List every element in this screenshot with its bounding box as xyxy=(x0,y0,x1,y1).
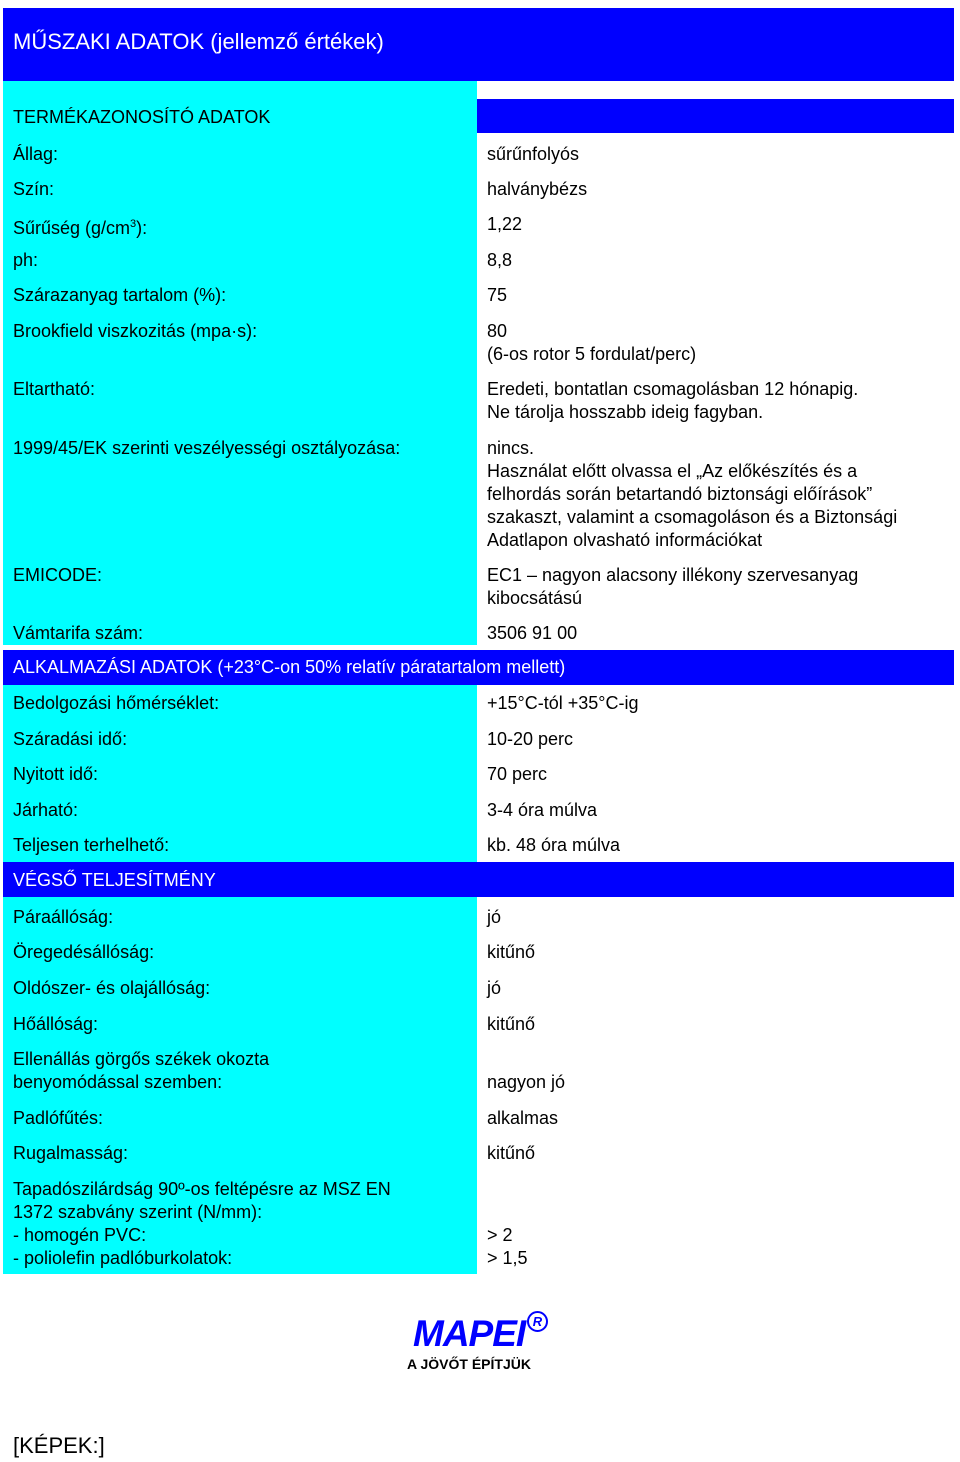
row-label-ph: ph: xyxy=(13,250,39,270)
row-label-gorgos-line1: Ellenállás görgős székek okozta xyxy=(13,1049,270,1069)
row-value-gorgos: nagyon jó xyxy=(487,1072,566,1092)
row-value-nyitott: 70 perc xyxy=(487,764,548,784)
row-label-nyitott: Nyitott idő: xyxy=(13,764,99,784)
row-value-oldoszer: jó xyxy=(487,978,502,998)
application-section-heading: ALKALMAZÁSI ADATOK (+23°C-on 50% relatív páratartalom mellett) xyxy=(13,657,566,677)
row-value-terhelheto: kb. 48 óra múlva xyxy=(487,835,621,855)
row-label-szarazanyag: Szárazanyag tartalom (%): xyxy=(13,285,227,305)
row-value-bedolgozasi: +15°C-tól +35°C-ig xyxy=(487,693,639,713)
images-note: [KÉPEK:] xyxy=(13,1433,105,1458)
row-label-gorgos-line2: benyomódással szemben: xyxy=(13,1072,223,1092)
row-label-hoallosag: Hőállóság: xyxy=(13,1014,99,1034)
row-value-tapado-poliolefin: > 1,5 xyxy=(487,1248,528,1268)
row-value-vamtarifa: 3506 91 00 xyxy=(487,623,578,643)
row-value-veszelyesseg-line2: felhordás során betartandó biztonsági előírások” xyxy=(487,484,873,504)
row-label-allag: Állag: xyxy=(13,144,59,164)
row-value-eltarthato-2: Ne tárolja hosszabb ideig fagyban. xyxy=(487,402,764,422)
row-value-veszelyesseg-line4: Adatlapon olvasható információkat xyxy=(487,530,763,550)
row-label-tapado-line2: 1372 szabvány szerint (N/mm): xyxy=(13,1202,263,1222)
row-label-szin: Szín: xyxy=(13,179,55,199)
product-section-heading: TERMÉKAZONOSÍTÓ ADATOK xyxy=(13,107,271,127)
row-value-emicode: EC1 – nagyon alacsony illékony szervesanyag xyxy=(487,565,859,585)
row-label-jarhato: Járható: xyxy=(13,800,79,820)
row-value-jarhato: 3-4 óra múlva xyxy=(487,800,598,820)
row-value-szaradasi: 10-20 perc xyxy=(487,729,574,749)
row-label-bedolgozasi: Bedolgozási hőmérséklet: xyxy=(13,693,220,713)
logo-slogan: A JÖVŐT ÉPÍTJÜK xyxy=(407,1356,531,1372)
row-value-hoallosag: kitűnő xyxy=(487,1014,536,1034)
row-label-veszelyesseg: 1999/45/EK szerinti veszélyességi osztályozása: xyxy=(13,438,401,458)
row-label-terhelheto: Teljesen terhelhető: xyxy=(13,835,170,855)
row-label-rugalmassag: Rugalmasság: xyxy=(13,1143,129,1163)
row-label-suruseg: Sűrűség $(g/cm^3)$: xyxy=(13,218,148,238)
row-value-suruseg: 1,22 xyxy=(487,214,523,234)
row-value-veszelyesseg-line3: szakaszt, valamint a csomagoláson és a Biztonsági xyxy=(487,507,898,527)
product-label-column-bg xyxy=(3,81,477,645)
row-value-allag: sűrűnfolyós xyxy=(487,144,580,164)
row-label-eltarthato: Eltartható: xyxy=(13,379,96,399)
row-value-ph: 8,8 xyxy=(487,250,513,270)
row-label-emicode: EMICODE: xyxy=(13,565,103,585)
row-value-szin: halványbézs xyxy=(487,179,588,199)
row-label-tapado-line4: - poliolefin padlóburkolatok: xyxy=(13,1248,233,1268)
row-value-oregedes: kitűnő xyxy=(487,942,536,962)
row-value-szarazanyag: 75 xyxy=(487,285,508,305)
performance-section-heading: VÉGSŐ TELJESÍTMÉNY xyxy=(13,870,216,890)
row-value-viszkozitas-2: (6-os rotor 5 fordulat/perc) xyxy=(487,344,697,364)
row-label-oregedes: Öregedésállóság: xyxy=(13,942,155,962)
row-label-vamtarifa: Vámtarifa szám: xyxy=(13,623,144,643)
row-value-viszkozitas: 80 xyxy=(487,321,508,341)
row-value-veszelyesseg-line1: Használat előtt olvassa el „Az előkészítés és a xyxy=(487,461,858,481)
row-value-padlofutes: alkalmas xyxy=(487,1108,559,1128)
row-label-tapado-line1: Tapadószilárdság 90º-os feltépésre az MSZ EN xyxy=(13,1179,391,1199)
registered-mark-icon: R xyxy=(527,1311,548,1332)
mapei-logo: MAPEI xyxy=(413,1313,526,1354)
row-label-viszkozitas: Brookfield viszkozitás (mpa·s): xyxy=(13,321,258,341)
row-value-eltarthato: Eredeti, bontatlan csomagolásban 12 hónapig. xyxy=(487,379,859,399)
product-section-header-bar xyxy=(477,99,954,133)
row-value-veszelyesseg: nincs. xyxy=(487,438,535,458)
row-label-szaradasi: Száradási idő: xyxy=(13,729,128,749)
row-label-oldoszer: Oldószer- és olajállóság: xyxy=(13,978,211,998)
row-value-paraallosag: jó xyxy=(487,907,502,927)
row-value-tapado-pvc: > 2 xyxy=(487,1225,513,1245)
row-value-emicode-2: kibocsátású xyxy=(487,588,583,608)
row-value-rugalmassag: kitűnő xyxy=(487,1143,536,1163)
page-title-bar xyxy=(3,8,954,81)
page-title: MŰSZAKI ADATOK (jellemző értékek) xyxy=(13,29,384,54)
row-label-padlofutes: Padlófűtés: xyxy=(13,1108,104,1128)
row-label-tapado-line3: - homogén PVC: xyxy=(13,1225,147,1245)
row-label-paraallosag: Páraállóság: xyxy=(13,907,114,927)
